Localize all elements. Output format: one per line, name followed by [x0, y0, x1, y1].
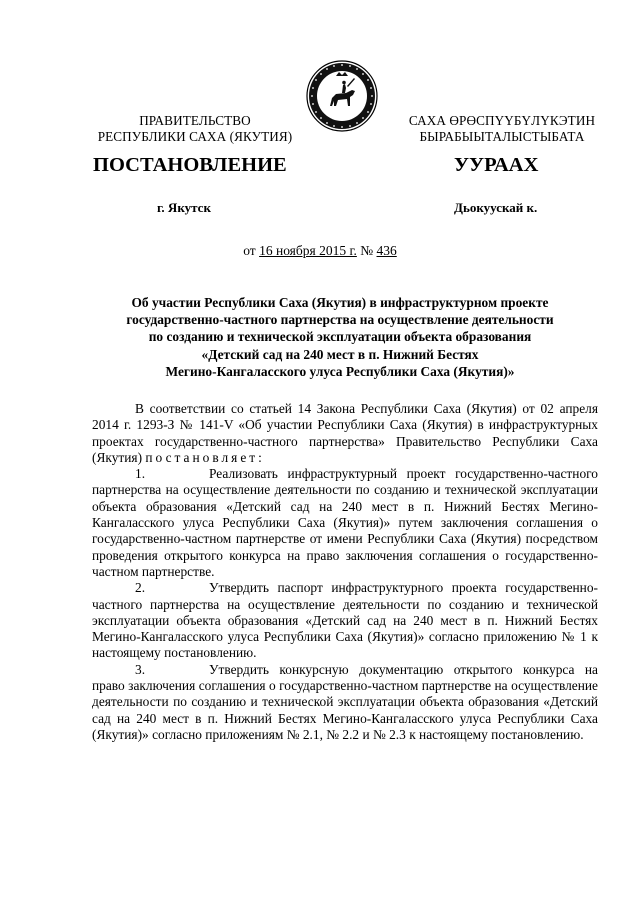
item-text: Утвердить конкурсную документацию открытого конкурса на право заключения соглашения о государственно-частном партнерстве на осуществление деятельности по созданию и технической эксплуатации объекта образования «Детский сад на 240 мест в п. Нижний Бестях Мегино-Кангаласского улуса Республики Саха (Якутия)» согласно приложениям № 2.1, № 2.2 и № 2.3 к настоящему постановлению.	[92, 661, 598, 742]
list-item	[92, 662, 598, 743]
doc-type-sakha: УУРААХ	[454, 154, 539, 176]
document-date-number	[0, 243, 640, 259]
item-number: 3.	[135, 661, 146, 677]
list-item	[92, 466, 598, 580]
title-line: «Детский сад на 240 мест в п. Нижний Бестях	[201, 346, 479, 362]
document-number: 436	[376, 243, 397, 258]
decree-word: постановляет:	[145, 449, 265, 465]
document-title	[80, 294, 600, 380]
date-value: 16 ноября 2015 г.	[259, 243, 357, 258]
item-text: Утвердить паспорт инфраструктурного проекта государственно-частного партнерства на осуществление деятельности по созданию и технической эксплуатации объекта образования «Детский сад на 240 мест в п. Нижний Бестях Мегино-Кангаласского улуса Республики Саха (Якутия)» согласно приложению № 1 к настоящему постановлению.	[92, 580, 598, 661]
org-name-sakha	[392, 113, 612, 145]
item-text: Реализовать инфраструктурный проект государственно-частного партнерства на осуществление деятельности по созданию и технической эксплуатации объекта образования «Детский сад на 240 мест в п. Нижний Бестях Мегино-Кангаласского улуса Республики Саха (Якутия)» путем заключения соглашения о государственно-частном партнерстве от имени Республики Саха (Якутия) посредством проведения открытого конкурса на право заключения соглашения о государственно-частном партнерстве.	[92, 466, 598, 579]
title-line: государственно-частного партнерства на осуществление деятельности	[126, 312, 554, 328]
org-sakha-line1: САХА ӨРӨСПҮҮБҮЛҮКЭТИН	[408, 113, 596, 128]
title-line: по созданию и технической эксплуатации объекта образования	[148, 329, 532, 345]
city-sakha: Дьокуускай к.	[454, 200, 538, 215]
intro-paragraph	[92, 401, 598, 466]
item-number: 2.	[135, 580, 146, 596]
org-name-russian	[95, 113, 295, 145]
doc-type-russian: ПОСТАНОВЛЕНИЕ	[93, 154, 287, 176]
coat-of-arms-emblem	[306, 60, 378, 132]
org-ru-line2: РЕСПУБЛИКИ САХА (ЯКУТИЯ)	[97, 129, 293, 144]
org-ru-line1: ПРАВИТЕЛЬСТВО	[139, 113, 251, 128]
date-prefix: от	[243, 243, 260, 258]
number-sign: №	[356, 243, 377, 258]
title-line: Об участии Республики Саха (Якутия) в инфраструктурном проекте	[131, 295, 549, 310]
document-body	[92, 401, 598, 743]
item-number: 1.	[135, 466, 146, 482]
list-item	[92, 580, 598, 661]
intro-text: В соответствии со статьей 14 Закона Республики Саха (Якутия) от 02 апреля 2014 г. 1293-З № 141-V «Об участии Республики Саха (Якутия) в инфраструктурных проектах государственно-частного партнерства» Правительство Республики Саха (Якутия)	[92, 401, 598, 465]
title-line: Мегино-Кангаласского улуса Республики Саха (Якутия)»	[165, 363, 515, 379]
org-sakha-line2: БЫРАБЫЫТАЛЫСТЫБАТА	[419, 129, 585, 144]
city-russian: г. Якутск	[157, 200, 211, 215]
